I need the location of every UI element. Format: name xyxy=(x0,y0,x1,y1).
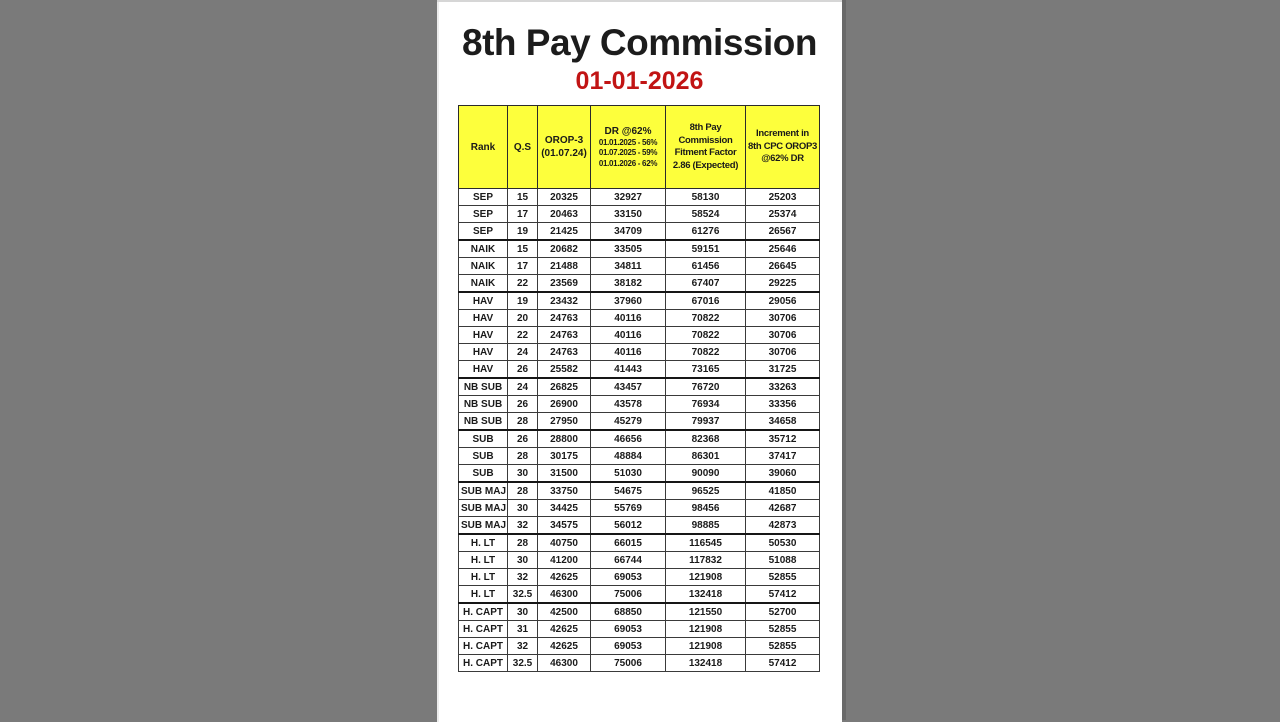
orop3-cell: 23432 xyxy=(538,292,591,310)
orop3-cell: 42500 xyxy=(538,603,591,621)
rank-cell: NAIK xyxy=(459,275,508,293)
fitment-cell: 70822 xyxy=(666,344,746,361)
qs-cell: 32 xyxy=(508,517,538,535)
rank-cell: SUB MAJ xyxy=(459,500,508,517)
table-row xyxy=(459,240,820,258)
table-row xyxy=(459,569,820,586)
orop3-cell: 21488 xyxy=(538,258,591,275)
table-row xyxy=(459,327,820,344)
qs-cell: 26 xyxy=(508,396,538,413)
fitment-cell: 79937 xyxy=(666,413,746,431)
orop3-cell: 42625 xyxy=(538,621,591,638)
dr-cell: 55769 xyxy=(591,500,666,517)
table-row xyxy=(459,586,820,604)
increment-cell: 33356 xyxy=(746,396,820,413)
fitment-cell: 116545 xyxy=(666,534,746,552)
fitment-cell: 90090 xyxy=(666,465,746,483)
increment-cell: 39060 xyxy=(746,465,820,483)
increment-cell: 52855 xyxy=(746,621,820,638)
orop3-cell: 21425 xyxy=(538,223,591,241)
qs-cell: 28 xyxy=(508,448,538,465)
dr-cell: 68850 xyxy=(591,603,666,621)
dr-cell: 37960 xyxy=(591,292,666,310)
rank-cell: HAV xyxy=(459,292,508,310)
fitment-cell: 121550 xyxy=(666,603,746,621)
rank-cell: NAIK xyxy=(459,240,508,258)
qs-cell: 32 xyxy=(508,638,538,655)
table-row xyxy=(459,396,820,413)
orop3-cell: 42625 xyxy=(538,569,591,586)
rank-cell: SUB xyxy=(459,430,508,448)
table-row xyxy=(459,621,820,638)
table-row xyxy=(459,430,820,448)
fitment-cell: 96525 xyxy=(666,482,746,500)
dr-cell: 33150 xyxy=(591,206,666,223)
table-row xyxy=(459,448,820,465)
qs-cell: 19 xyxy=(508,223,538,241)
page-title: 8th Pay Commission xyxy=(462,22,817,63)
increment-cell: 57412 xyxy=(746,655,820,672)
dr-cell: 34811 xyxy=(591,258,666,275)
table-row xyxy=(459,517,820,535)
increment-cell: 35712 xyxy=(746,430,820,448)
fitment-cell: 61276 xyxy=(666,223,746,241)
qs-cell: 28 xyxy=(508,534,538,552)
table-row xyxy=(459,292,820,310)
qs-cell: 22 xyxy=(508,327,538,344)
rank-cell: HAV xyxy=(459,327,508,344)
rank-cell: HAV xyxy=(459,310,508,327)
table-row xyxy=(459,500,820,517)
increment-cell: 30706 xyxy=(746,344,820,361)
increment-cell: 34658 xyxy=(746,413,820,431)
qs-cell: 30 xyxy=(508,603,538,621)
orop3-cell: 34425 xyxy=(538,500,591,517)
orop3-cell: 42625 xyxy=(538,638,591,655)
dr-cell: 51030 xyxy=(591,465,666,483)
increment-cell: 41850 xyxy=(746,482,820,500)
orop3-cell: 28800 xyxy=(538,430,591,448)
increment-cell: 37417 xyxy=(746,448,820,465)
dr-cell: 40116 xyxy=(591,310,666,327)
rank-cell: H. LT xyxy=(459,569,508,586)
qs-cell: 19 xyxy=(508,292,538,310)
table-row xyxy=(459,552,820,569)
qs-cell: 30 xyxy=(508,500,538,517)
table-row xyxy=(459,465,820,483)
dr-cell: 69053 xyxy=(591,569,666,586)
increment-cell: 42873 xyxy=(746,517,820,535)
rank-cell: H. LT xyxy=(459,586,508,604)
table-row xyxy=(459,638,820,655)
dr-cell: 66015 xyxy=(591,534,666,552)
orop3-cell: 40750 xyxy=(538,534,591,552)
fitment-cell: 58130 xyxy=(666,189,746,206)
orop3-cell: 25582 xyxy=(538,361,591,379)
rank-cell: NB SUB xyxy=(459,413,508,431)
rank-cell: H. CAPT xyxy=(459,655,508,672)
table-row xyxy=(459,655,820,672)
increment-cell: 52855 xyxy=(746,638,820,655)
increment-cell: 30706 xyxy=(746,327,820,344)
fitment-cell: 59151 xyxy=(666,240,746,258)
fitment-cell: 61456 xyxy=(666,258,746,275)
increment-cell: 25203 xyxy=(746,189,820,206)
rank-cell: HAV xyxy=(459,361,508,379)
fitment-cell: 121908 xyxy=(666,621,746,638)
fitment-cell: 98456 xyxy=(666,500,746,517)
dr-cell: 48884 xyxy=(591,448,666,465)
rank-cell: SEP xyxy=(459,189,508,206)
col-header-qs: Q.S xyxy=(508,106,538,189)
fitment-cell: 67407 xyxy=(666,275,746,293)
qs-cell: 30 xyxy=(508,465,538,483)
orop3-cell: 26825 xyxy=(538,378,591,396)
increment-cell: 30706 xyxy=(746,310,820,327)
rank-cell: H. LT xyxy=(459,534,508,552)
table-row xyxy=(459,413,820,431)
fitment-cell: 98885 xyxy=(666,517,746,535)
dr-cell: 46656 xyxy=(591,430,666,448)
orop3-cell: 24763 xyxy=(538,327,591,344)
table-row xyxy=(459,275,820,293)
fitment-cell: 73165 xyxy=(666,361,746,379)
rank-cell: SEP xyxy=(459,223,508,241)
dr-cell: 43457 xyxy=(591,378,666,396)
qs-cell: 22 xyxy=(508,275,538,293)
table-row xyxy=(459,258,820,275)
qs-cell: 24 xyxy=(508,378,538,396)
rank-cell: SEP xyxy=(459,206,508,223)
orop3-cell: 31500 xyxy=(538,465,591,483)
increment-cell: 26645 xyxy=(746,258,820,275)
qs-cell: 17 xyxy=(508,206,538,223)
col-header-rank: Rank xyxy=(459,106,508,189)
fitment-cell: 121908 xyxy=(666,638,746,655)
panel-right-edge xyxy=(842,0,846,720)
table-row xyxy=(459,534,820,552)
rank-cell: SUB xyxy=(459,465,508,483)
qs-cell: 28 xyxy=(508,482,538,500)
increment-cell: 42687 xyxy=(746,500,820,517)
rank-cell: NB SUB xyxy=(459,378,508,396)
increment-cell: 51088 xyxy=(746,552,820,569)
increment-cell: 31725 xyxy=(746,361,820,379)
fitment-cell: 86301 xyxy=(666,448,746,465)
dr-cell: 38182 xyxy=(591,275,666,293)
fitment-cell: 132418 xyxy=(666,586,746,604)
effective-date: 01-01-2026 xyxy=(575,67,704,95)
dr-cell: 41443 xyxy=(591,361,666,379)
fitment-cell: 82368 xyxy=(666,430,746,448)
orop3-cell: 33750 xyxy=(538,482,591,500)
orop3-cell: 24763 xyxy=(538,344,591,361)
qs-cell: 28 xyxy=(508,413,538,431)
increment-cell: 52855 xyxy=(746,569,820,586)
qs-cell: 32.5 xyxy=(508,586,538,604)
table-row xyxy=(459,189,820,206)
dr-cell: 75006 xyxy=(591,655,666,672)
fitment-cell: 117832 xyxy=(666,552,746,569)
increment-cell: 29056 xyxy=(746,292,820,310)
rank-cell: NB SUB xyxy=(459,396,508,413)
qs-cell: 15 xyxy=(508,240,538,258)
rank-cell: NAIK xyxy=(459,258,508,275)
dr-cell: 34709 xyxy=(591,223,666,241)
table-row xyxy=(459,223,820,241)
col-header-increment: Increment in 8th CPC OROP3 @62% DR xyxy=(746,106,820,189)
orop3-cell: 23569 xyxy=(538,275,591,293)
fitment-cell: 121908 xyxy=(666,569,746,586)
qs-cell: 31 xyxy=(508,621,538,638)
dr-cell: 54675 xyxy=(591,482,666,500)
increment-cell: 29225 xyxy=(746,275,820,293)
dr-cell: 40116 xyxy=(591,344,666,361)
orop3-cell: 26900 xyxy=(538,396,591,413)
rank-cell: H. CAPT xyxy=(459,638,508,655)
rank-cell: SUB MAJ xyxy=(459,517,508,535)
increment-cell: 33263 xyxy=(746,378,820,396)
table-row xyxy=(459,361,820,379)
dr-cell: 69053 xyxy=(591,638,666,655)
orop3-cell: 20463 xyxy=(538,206,591,223)
table-body xyxy=(459,189,820,672)
orop3-cell: 27950 xyxy=(538,413,591,431)
rank-cell: H. CAPT xyxy=(459,603,508,621)
table-row xyxy=(459,206,820,223)
rank-cell: H. LT xyxy=(459,552,508,569)
rank-cell: HAV xyxy=(459,344,508,361)
header-row xyxy=(459,106,820,189)
table-row xyxy=(459,310,820,327)
content-panel xyxy=(437,0,842,722)
table-row xyxy=(459,344,820,361)
qs-cell: 30 xyxy=(508,552,538,569)
dr-cell: 40116 xyxy=(591,327,666,344)
qs-cell: 24 xyxy=(508,344,538,361)
table-row xyxy=(459,378,820,396)
dr-cell: 32927 xyxy=(591,189,666,206)
fitment-cell: 132418 xyxy=(666,655,746,672)
col-header-orop3: OROP-3 (01.07.24) xyxy=(538,106,591,189)
qs-cell: 17 xyxy=(508,258,538,275)
pay-table xyxy=(458,105,820,672)
increment-cell: 57412 xyxy=(746,586,820,604)
dr-cell: 56012 xyxy=(591,517,666,535)
table-row xyxy=(459,603,820,621)
qs-cell: 26 xyxy=(508,430,538,448)
increment-cell: 52700 xyxy=(746,603,820,621)
fitment-cell: 76720 xyxy=(666,378,746,396)
table-header xyxy=(459,106,820,189)
orop3-cell: 46300 xyxy=(538,586,591,604)
dr-cell: 75006 xyxy=(591,586,666,604)
qs-cell: 32 xyxy=(508,569,538,586)
orop3-cell: 34575 xyxy=(538,517,591,535)
orop3-cell: 30175 xyxy=(538,448,591,465)
qs-cell: 32.5 xyxy=(508,655,538,672)
qs-cell: 26 xyxy=(508,361,538,379)
orop3-cell: 46300 xyxy=(538,655,591,672)
rank-cell: SUB MAJ xyxy=(459,482,508,500)
increment-cell: 25374 xyxy=(746,206,820,223)
qs-cell: 15 xyxy=(508,189,538,206)
dr-cell: 66744 xyxy=(591,552,666,569)
dr-cell: 69053 xyxy=(591,621,666,638)
dr-cell: 45279 xyxy=(591,413,666,431)
dr-cell: 33505 xyxy=(591,240,666,258)
orop3-cell: 20325 xyxy=(538,189,591,206)
rank-cell: SUB xyxy=(459,448,508,465)
fitment-cell: 76934 xyxy=(666,396,746,413)
fitment-cell: 70822 xyxy=(666,327,746,344)
dr-cell: 43578 xyxy=(591,396,666,413)
qs-cell: 20 xyxy=(508,310,538,327)
orop3-cell: 41200 xyxy=(538,552,591,569)
increment-cell: 50530 xyxy=(746,534,820,552)
increment-cell: 26567 xyxy=(746,223,820,241)
table-row xyxy=(459,482,820,500)
col-header-dr: DR @62% 01.01.2025 - 56% 01.07.2025 - 59% 01.01.2026 - 62% xyxy=(591,106,666,189)
increment-cell: 25646 xyxy=(746,240,820,258)
fitment-cell: 70822 xyxy=(666,310,746,327)
orop3-cell: 20682 xyxy=(538,240,591,258)
col-header-fitment: 8th Pay Commission Fitment Factor 2.86 (Expected) xyxy=(666,106,746,189)
rank-cell: H. CAPT xyxy=(459,621,508,638)
fitment-cell: 58524 xyxy=(666,206,746,223)
orop3-cell: 24763 xyxy=(538,310,591,327)
fitment-cell: 67016 xyxy=(666,292,746,310)
